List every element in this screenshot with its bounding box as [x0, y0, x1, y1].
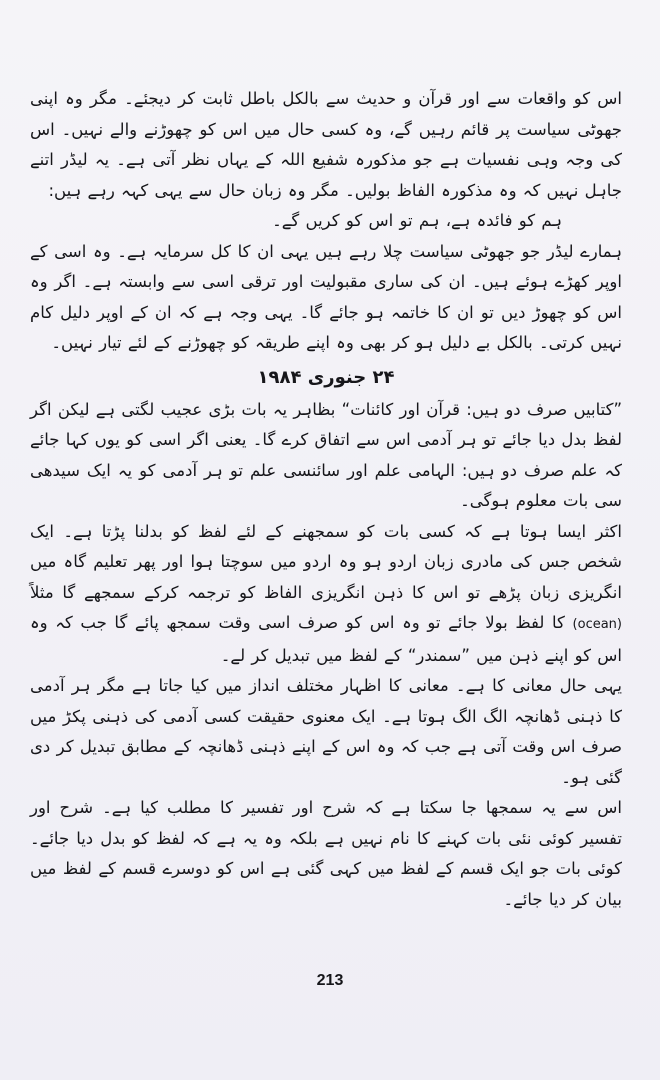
paragraph-1: اس کو واقعات سے اور قرآن و حدیث سے بالکل باطل ثابت کر دیجئے۔ مگر وہ اپنی جھوٹی سیاست پر قائم رہیں گے، وہ کسی حال میں اس کو چھوڑنے والے نہیں۔ اس کی وجہ وہی نفسیات ہے جو مذکورہ شفیع اللہ کے یہاں نظر آتی ہے۔ یہ لیڈر اتنے جاہل نہیں کہ وہ مذکورہ الفاظ بولیں۔ مگر وہ زبان حال سے یہی کہہ رہے ہیں: — [30, 89, 622, 200]
paragraph-3: ”کتابیں صرف دو ہیں: قرآن اور کائنات“ بظاہر یہ بات بڑی عجیب لگتی ہے لیکن اگر لفظ بدل دیا جائے تو ہر آدمی اس سے اتفاق کرے گا۔ یعنی اگر اسی کو یوں کہا جائے کہ علم صرف دو ہیں: الہامی علم اور سائنسی علم تو ہر آدمی کو یہ ایک سیدھی سی بات معلوم ہوگی۔ — [30, 399, 622, 510]
date-heading: ۲۴ جنوری ۱۹۸۴ — [257, 366, 395, 388]
paragraph-2: ہمارے لیڈر جو جھوٹی سیاست چلا رہے ہیں یہی ان کا کل سرمایہ ہے۔ وہ اسی کے اوپر کھڑے ہوئے ہیں۔ ان کی ساری مقبولیت اور ترقی اسی سے وابستہ ہے۔ اگر وہ اس کو چھوڑ دیں تو ان کا خاتمہ ہو جائے گا۔ یہی وجہ ہے کہ ان کے اوپر دلیل کام نہیں کرتی۔ بالکل بے دلیل ہو کر بھی وہ اپنے طریقہ کو چھوڑنے کے لئے تیار نہیں۔ — [30, 241, 622, 352]
paragraph-5: یہی حال معانی کا ہے۔ معانی کا اظہار مختلف انداز میں کیا جاتا ہے مگر ہر آدمی کا ذہنی ڈھانچہ الگ الگ ہوتا ہے۔ ایک معنوی حقیقت کسی آدمی کی ذہنی پکڑ میں صرف اس وقت آتی ہے جب کہ وہ اس کے اپنے ذہنی ڈھانچہ کے مطابق تبدیل کر دی گئی ہو۔ — [30, 676, 622, 787]
paragraph-4 — [30, 517, 622, 672]
ocean-word: (ocean) — [572, 617, 622, 632]
paragraph-4-tail: کا لفظ بولا جائے تو وہ اس کو صرف اسی وقت سمجھ پائے گا جب کہ وہ اس کو اپنے ذہن میں ”سمندر“ کے لفظ میں تبدیل کر لے۔ — [30, 613, 622, 665]
paragraph-6: اس سے یہ سمجھا جا سکتا ہے کہ شرح اور تفسیر کا مطلب کیا ہے۔ شرح اور تفسیر کوئی نئی بات کہنے کا نام نہیں ہے بلکہ وہ یہ ہے کہ لفظ کو بدل دیا جائے۔ کوئی بات جو ایک قسم کے لفظ میں کہی گئی ہے اس کو دوسرے قسم کے لفظ میں بیان کر دیا جائے۔ — [30, 798, 622, 909]
page-number: 213 — [316, 972, 344, 989]
quoted-saying: ہم کو فائدہ ہے، ہم تو اس کو کریں گے۔ — [272, 211, 562, 230]
paragraph-4-text: اکثر ایسا ہوتا ہے کہ کسی بات کو سمجھنے کے لئے لفظ کو بدلنا پڑتا ہے۔ ایک شخص جس کی مادری زبان اردو ہو وہ اردو میں سوچتا ہوا اور پھر تعلیم گاہ میں انگریزی زبان پڑھے تو اس کا ذہن انگریزی الفاظ کو ترجمہ کرکے سمجھے گا مثلاً — [30, 521, 622, 602]
